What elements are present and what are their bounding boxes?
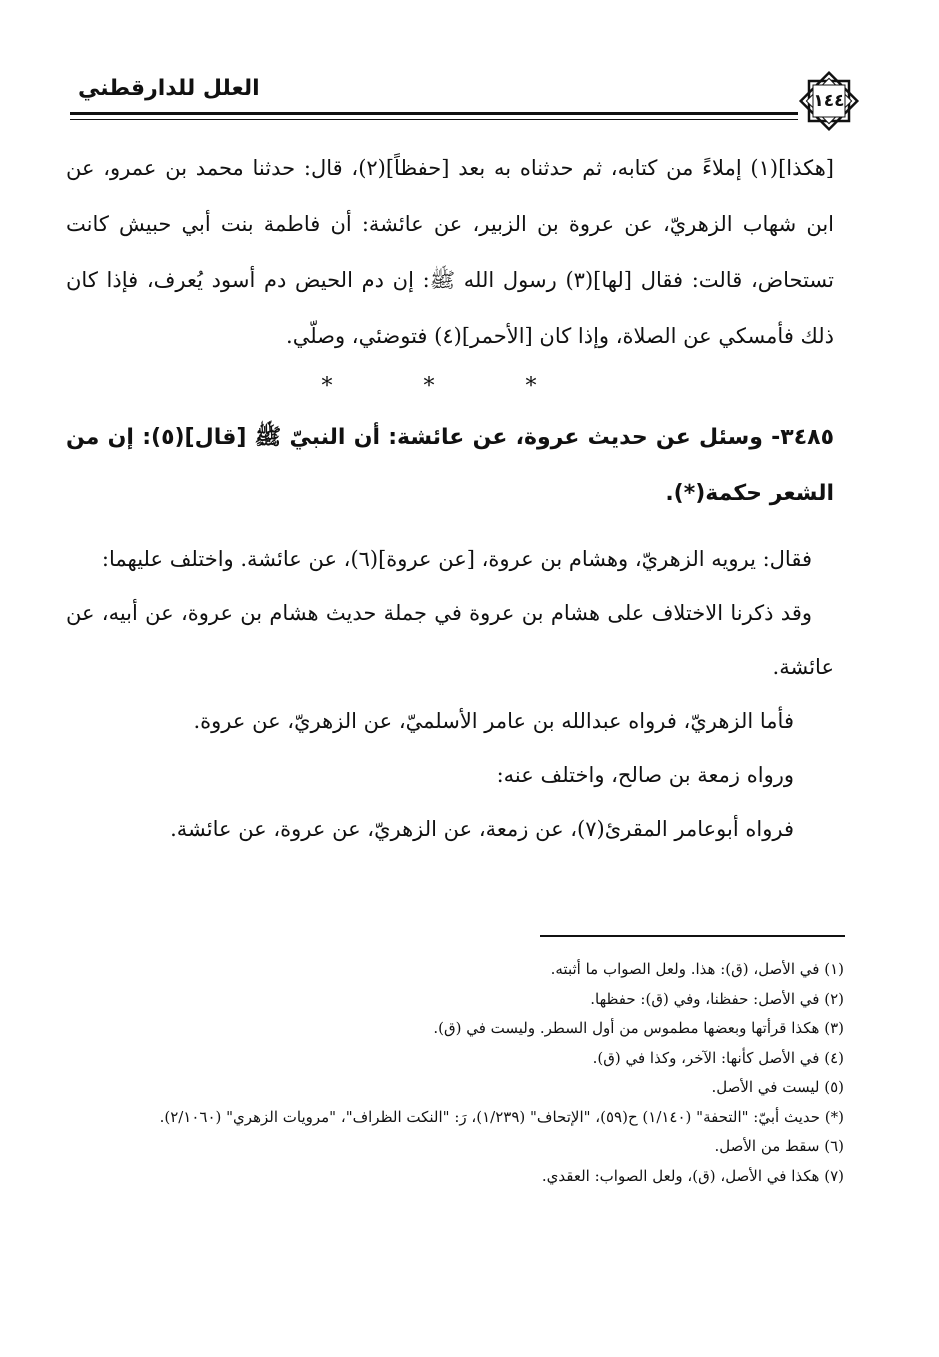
entry-heading: ٣٤٨٥- وسئل عن حديث عروة، عن عائشة: أن النبيّ ﷺ [قال](٥): إن من الشعر حكمة(*).	[66, 425, 834, 506]
header-rule-thick	[70, 112, 798, 115]
footnote-separator	[540, 935, 845, 937]
footnote-item: (٧) هكذا في الأصل، (ق)، ولعل الصواب: العقدي.	[541, 1166, 844, 1185]
header-rule-thin	[70, 119, 798, 120]
main-text	[66, 140, 834, 856]
page-number: ١٤٤	[813, 91, 845, 111]
footnote-item: (٥) ليست في الأصل.	[711, 1078, 844, 1096]
page-header	[70, 70, 860, 130]
footnote-item: (٢) في الأصل: حفظنا، وفي (ق): حفظها.	[590, 989, 844, 1008]
abuamir-line: فرواه أبوعامر المقرئ(٧)، عن زمعة، عن الزهريّ، عن عروة، عن عائشة.	[170, 817, 794, 841]
footnote-item: (*) حديث أبيّ: "التحفة" (١/١٤٠) ح(٥٩)، "الإتحاف" (١/٢٣٩)، رَ: "النكت الظراف"، "مرويات الزهري" (٢/١٠٦٠).	[159, 1107, 844, 1126]
discussion-paragraph: وقد ذكرنا الاختلاف على هشام بن عروة في جملة حديث هشام بن عروة، عن أبيه، عن عائشة.	[66, 601, 834, 679]
answer-paragraph: فقال: يرويه الزهريّ، وهشام بن عروة، [عن عروة](٦)، عن عائشة. واختلف عليهما:	[101, 547, 812, 571]
zamaa-line: ورواه زمعة بن صالح، واختلف عنه:	[496, 763, 794, 787]
zuhri-line: فأما الزهريّ، فرواه عبدالله بن عامر الأسلميّ، عن الزهريّ، عن عروة.	[193, 709, 794, 733]
running-title: العلل للدارقطني	[78, 76, 260, 101]
footnote-item: (٦) سقط من الأصل.	[714, 1137, 844, 1155]
footnote-item: (١) في الأصل، (ق): هذا. ولعل الصواب ما أثبته.	[550, 960, 844, 978]
opening-paragraph: [هكذا](١) إملاءً من كتابه، ثم حدثناه به بعد [حفظاً](٢)، قال: حدثنا محمد بن عمرو، عن ابن شهاب الزهريّ، عن عروة بن الزبير، عن عائشة: أن فاطمة بنت أبي حبيش كانت تستحاض، قالت: فقال [لها](٣) رسول الله ﷺ: إن دم الحيض دم أسود يُعرف، فإذا كان ذلك فأمسكي عن الصلاة، وإذا كان [الأحمر](٤) فتوضئي، وصلّي.	[66, 156, 834, 348]
footnotes	[66, 955, 844, 1191]
footnote-item: (٣) هكذا قرأتها وبعضها مطموس من أول السطر. وليست في (ق).	[433, 1019, 844, 1037]
footnote-item: (٤) في الأصل كأنها: الآخر، وكذا في (ق).	[592, 1048, 844, 1067]
section-separator: * * *	[321, 374, 579, 399]
